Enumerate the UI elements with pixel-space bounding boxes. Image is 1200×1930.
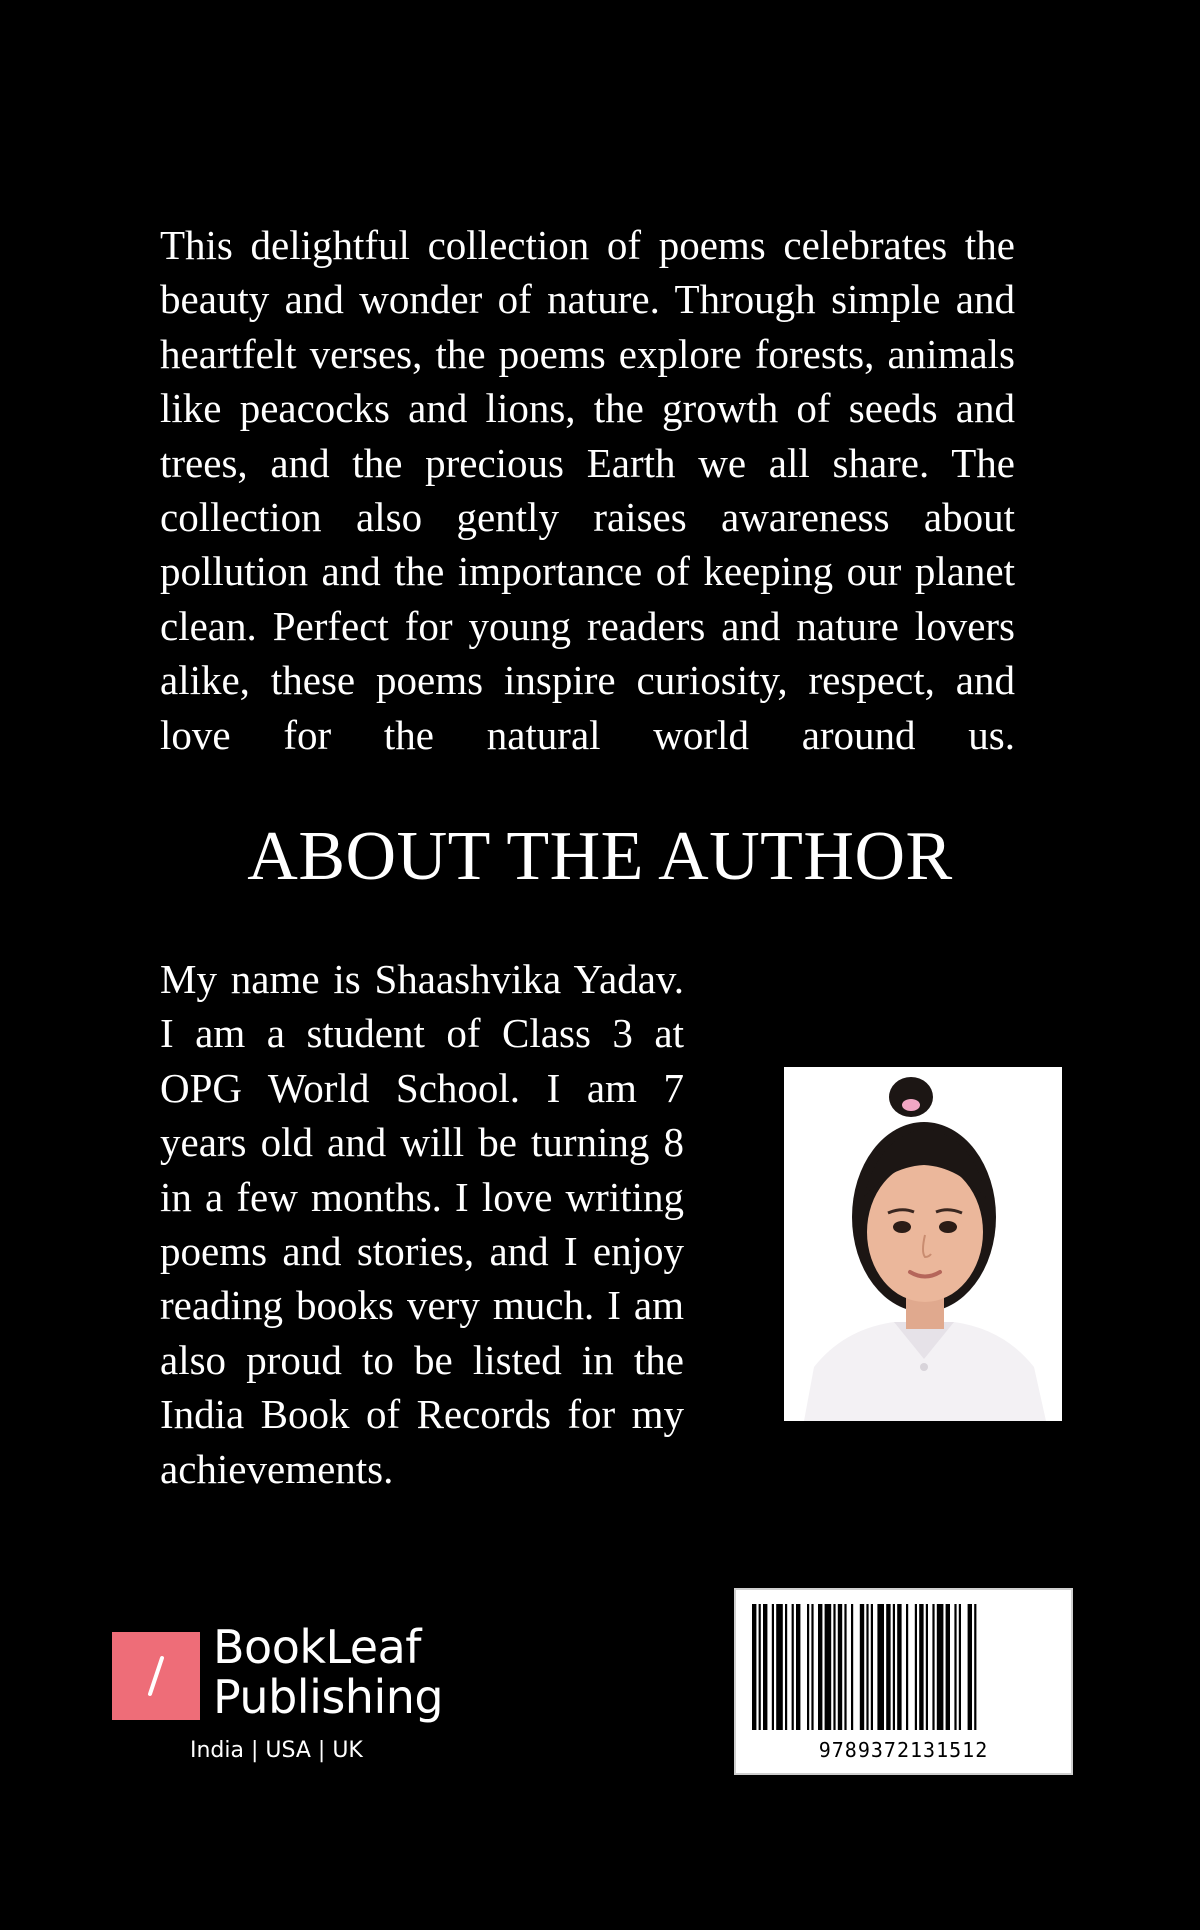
publisher-name-line2: Publishing [213, 1670, 444, 1724]
bookleaf-logo-icon [112, 1632, 200, 1720]
isbn-barcode [736, 1590, 1071, 1773]
publisher-logo-text [213, 1622, 443, 1722]
book-blurb: This delightful collection of poems celebrates the beauty and wonder of nature. Through simple and heartfelt verses, the poems explore forests, animals like peacocks and lions, the growth of seeds and trees, and the precious Earth we all share. The collection also gently raises awareness about pollution and the importance of keeping our planet clean. Perfect for young readers and nature lovers alike, these poems inspire curiosity, respect, and love for the natural world around us. [160, 222, 1015, 758]
barcode-bars [736, 1590, 1071, 1736]
publisher-regions: India | USA | UK [190, 1738, 363, 1763]
author-bio: My name is Shaashvika Yadav. I am a student of Class 3 at OPG World School. I am 7 years old and will be turning 8 in a few months. I love writing poems and stories, and I enjoy reading books very much. I am also proud to be listed in the India Book of Records for my achievements. [160, 956, 684, 1492]
isbn-number: 9789372131512 [818, 1738, 989, 1762]
publisher-name-line1: BookLeaf [213, 1620, 421, 1674]
about-author-heading: ABOUT THE AUTHOR [247, 818, 953, 895]
author-photo [784, 1067, 1062, 1421]
